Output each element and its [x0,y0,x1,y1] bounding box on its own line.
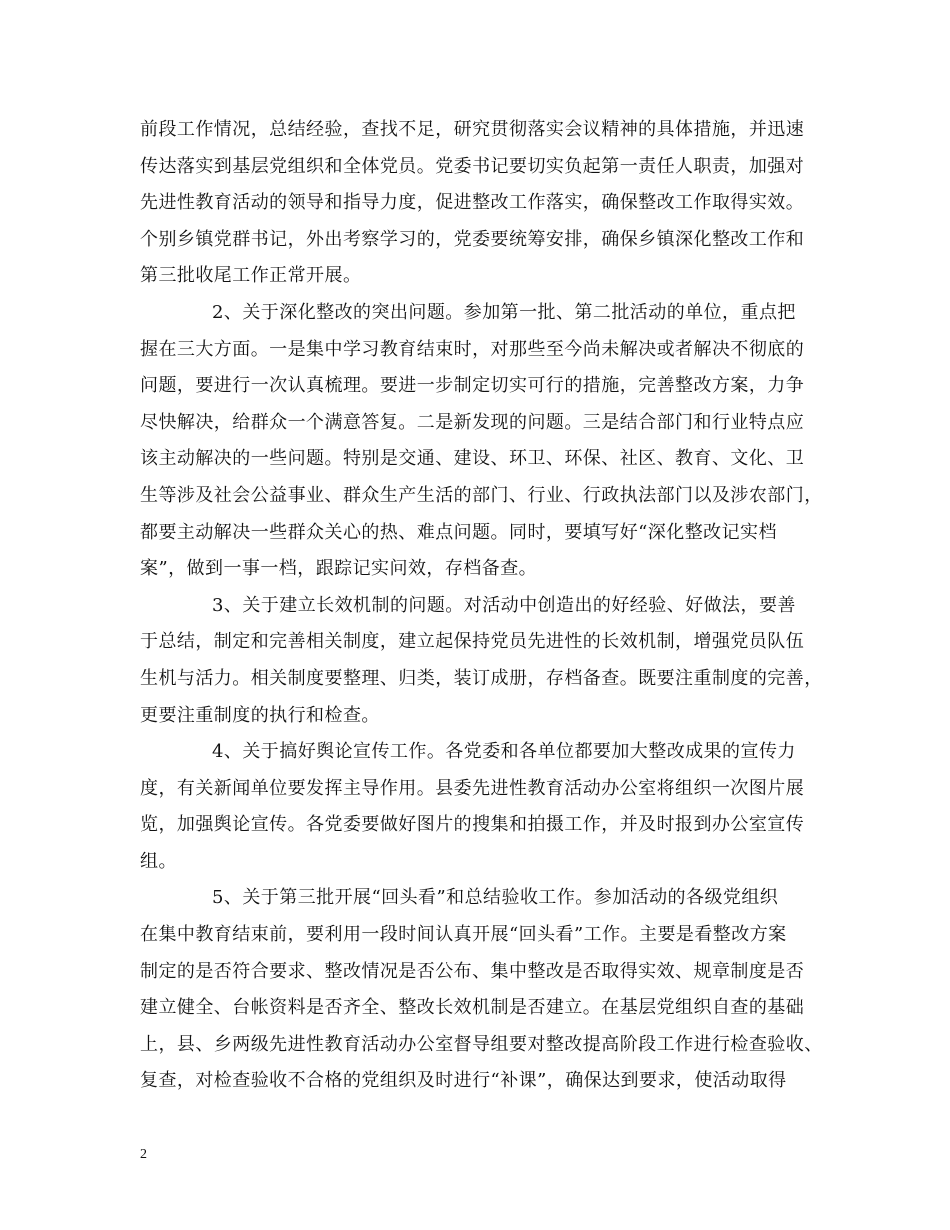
text-line: 度，有关新闻单位要发挥主导作用。县委先进性教育活动办公室将组织一次图片展 [140,777,805,799]
text-line: 建立健全、台帐资料是否齐全、整改长效机制是否建立。在基层党组织自查的基础 [140,997,805,1019]
text-line: 案”，做到一事一档，跟踪记实问效，存档备查。 [140,558,538,580]
paragraph-2-first-line: 2、关于深化整改的突出问题。参加第一批、第二批活动的单位，重点把 [212,301,796,323]
text-line: 个别乡镇党群书记，外出考察学习的，党委要统筹安排，确保乡镇深化整改工作和 [140,228,805,250]
document-body [140,112,823,1100]
text-line: 第三批收尾工作正常开展。 [140,265,362,287]
text-line: 生机与活力。相关制度要整理、归类，装订成册，存档备查。既要注重制度的完善， [140,667,823,689]
text-line: 制定的是否符合要求、整改情况是否公布、集中整改是否取得实效、规章制度是否 [140,960,805,982]
text-line: 在集中教育结束前，要利用一段时间认真开展“回头看”工作。主要是看整改方案 [140,924,787,946]
text-line: 复查，对检查验收不合格的党组织及时进行“补课”，确保达到要求，使活动取得 [140,1070,787,1092]
text-line: 上，县、乡两级先进性教育活动办公室督导组要对整改提高阶段工作进行检查验收、 [140,1033,823,1055]
text-line: 组。 [140,850,177,872]
text-line: 于总结，制定和完善相关制度，建立起保持党员先进性的长效机制，增强党员队伍 [140,631,805,653]
page-number: 2 [140,1147,147,1162]
text-line: 握在三大方面。一是集中学习教育结束时，对那些至今尚未解决或者解决不彻底的 [140,338,805,360]
text-line: 览，加强舆论宣传。各党委要做好图片的搜集和拍摄工作，并及时报到办公室宣传 [140,814,805,836]
text-line: 传达落实到基层党组织和全体党员。党委书记要切实负起第一责任人职责，加强对 [140,155,805,177]
text-line: 更要注重制度的执行和检查。 [140,704,380,726]
text-line: 都要主动解决一些群众关心的热、难点问题。同时，要填写好“深化整改记实档 [140,521,777,543]
text-line: 问题，要进行一次认真梳理。要进一步制定切实可行的措施，完善整改方案，力争 [140,375,805,397]
text-line: 该主动解决的一些问题。特别是交通、建设、环卫、环保、社区、教育、文化、卫 [140,448,805,470]
paragraph-5-first-line: 5、关于第三批开展“回头看”和总结验收工作。参加活动的各级党组织 [212,887,779,909]
text-line: 前段工作情况，总结经验，查找不足，研究贯彻落实会议精神的具体措施，并迅速 [140,119,805,140]
text-line: 尽快解决，给群众一个满意答复。二是新发现的问题。三是结合部门和行业特点应 [140,411,805,433]
paragraph-4-first-line: 4、关于搞好舆论宣传工作。各党委和各单位都要加大整改成果的宣传力 [212,741,796,763]
text-line: 先进性教育活动的领导和指导力度，促进整改工作落实，确保整改工作取得实效。 [140,192,805,214]
paragraph-3-first-line: 3、关于建立长效机制的问题。对活动中创造出的好经验、好做法，要善 [212,594,796,616]
text-line: 生等涉及社会公益事业、群众生产生活的部门、行业、行政执法部门以及涉农部门， [140,484,823,506]
